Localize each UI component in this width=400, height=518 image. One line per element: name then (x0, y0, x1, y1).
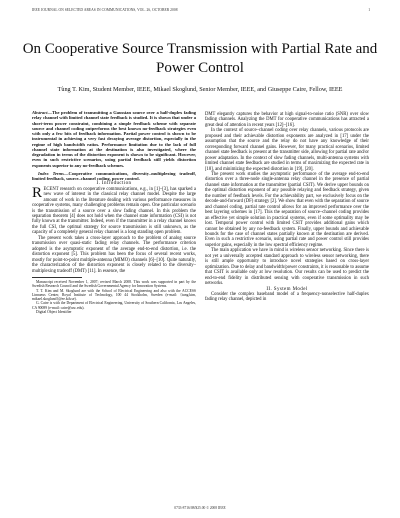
running-head: IEEE JOURNAL ON SELECTED AREAS IN COMMUNICATIONS, VOL. 26, OCTOBER 2008 (32, 8, 178, 12)
drop-cap: R (32, 185, 43, 202)
abstract-text: —The problem of transmitting a Gaussian source over a half-duplex fading relay channel with limited channel state feedback is studied. It is shown that under a short-term power constraint, combining a simple feedback scheme with separate source and channel coding outperforms the best known no-feedback strategies even with only a few bits of feedback information. Partial power control is shown to be instrumental in achieving a very fast decaying average distortion, especially in the regime of high bandwidth ratios. Performance limitation due to the lack of full channel state information at the destination is also investigated, where the degradation in terms of the distortion exponent is shown to be significant. However, even in such restrictive scenarios, using partial feedback still yields distortion exponents superior to any no-feedback schemes. (32, 110, 196, 168)
right-column (205, 112, 369, 303)
right-paragraph-3: The present work studies the asymptotic performance of the average end-to-end distortion over a three-node single-antenna relay channel in the presence of partial channel state information at the transmitter (partial CSIT). We derive upper bounds on the optimal distortion exponent of any possible relaying and feedback strategy, given the number of feedback levels. For the achievability part, we exclusively focus on the decode-and-forward (DF) strategy [2]. We show that even with the separation of source and channel coding, partial rate control allows for an improved performance over the best layering schemes in [17]. This the separation of source–channel coding provides an effective yet simple solution in practical systems, even if some optimality may be lost. Temporal power control with limited CSIT provides additional gains which cannot be obtained by any no-feedback system. Finally, upper bounds and achievable bounds for the case of channel states partially known at the destination are derived. Even in such a restrictive scenario, using partial rate and power control still provides superior gains, especially in the low spectral efficiency regime. (205, 171, 369, 248)
section-heading-system-model: II. System Model (266, 286, 308, 292)
intro-paragraph-1 (32, 187, 196, 236)
footnote-affiliation-kth: T. T. Kim and M. Skoglund are with the School of Electrical Engineering and also with the ACCESS Linnaeus Center, Royal Institute of Technology, 100 44 Stockholm, Sweden (e-mail: {tung.kim, mikael.skoglund}@ee.kth.se). (32, 288, 196, 302)
intro-paragraph-1-text: ECENT research on cooperative communications, e.g., in [1]–[3], has sparked a new wave of interest in the classical relay channel model. Despite the large amount of work in the literature dealing with various performance measures in cooperative systems, many challenging problems remain open. One particular scenario is the transmission of a source over a slow fading channel. In this problem the separation theorem [4] does not hold when the channel state information (CSI) is not fully known at the transmitter. Indeed, even if the transmitter in a relay channel knows the full CSI, the optimal strategy for source transmission is still unknown, as the capacity of a completely general relay channel is a long standing open problem. (32, 186, 196, 236)
section-heading-introduction: I. Introduction (96, 181, 132, 187)
index-terms (32, 171, 196, 182)
right-paragraph-4: The main application we have in mind is wireless sensor networking. Since there is not yet a universally accepted standard approach to wireless sensor networking, there is still ample opportunity to introduce novel strategies based on cross-layer optimization. Due to delay and bandwidth/power constraints, it is reasonable to assume that CSIT is available only at low resolution. Our results can be used to predict the end-to-end fidelity in distributed sensing with cooperative transmission in such networks. (205, 248, 369, 287)
left-column (32, 110, 196, 314)
index-terms-label: Index Terms (38, 170, 64, 176)
right-paragraph-5: Consider the complex baseband model of a frequency-nonselective half-duplex fading relay channel, depicted in (205, 291, 369, 303)
paper-title: On Cooperative Source Transmission with Partial Rate and Power Control (22, 41, 378, 76)
intro-paragraph-2: The present work takes a cross-layer approach to the problem of analog source transmission over quasi-static fading relay channels. The performance criterion adopted is the asymptotic exponent of the average end-to-end distortion, i.e. the distortion exponent [5]. This problem has been the focus of several recent works, mostly for point-to-point multiple-antenna (MIMO) channels [6]–[10]. Quite naturally, the characterization of the distortion exponent is closely related to the diversity–multiplexing tradeoff (DMT) [11]. In essence, the (32, 235, 196, 274)
right-paragraph-1: DMT elegantly captures the behavior at high signal-to-noise ratio (SNR) over slow fading channels. Analyzing the DMT for cooperative communications has attracted a great deal of attention in recent years [12]–[16]. (205, 112, 369, 128)
footnote-rule (32, 277, 82, 278)
right-paragraph-2: In the context of source–channel coding over relay channels, various protocols are proposed and their achievable distortion exponents are analyzed in [17] under the assumption that the source and the relay do not have any knowledge of their corresponding forward channel gains. However, for many practical scenarios, limited channel state feedback is present at the transmitter side, allowing for partial rate and/or power adaptation. In the context of slow fading channels, multi-antenna systems with limited channel state feedback are studied in terms of maximizing the expected rate in [18], and minimizing the expected distortion in [19], [20]. (205, 128, 369, 172)
abstract (32, 110, 196, 168)
page-number: 1 (368, 8, 370, 12)
copyright-line: 0733-8716/08/$25.00 © 2008 IEEE (174, 506, 226, 510)
abstract-label: Abstract (32, 110, 48, 115)
footnote-manuscript: Manuscript received November 1, 2007; revised March 2008. This work was supported in part by the Swedish Research Council and the Swedish Governmental Agency for Innovation Systems. (32, 279, 196, 289)
author-line: Tùng T. Kim, Student Member, IEEE, Mikael Skoglund, Senior Member, IEEE, and Giuseppe Caire, Fellow, IEEE (57, 86, 343, 93)
footnote-doi: Digital Object Identifier (36, 310, 72, 315)
index-terms-text: —Cooperative communications, diversity–multiplexing tradeoff, limited feedback, source–channel coding, power control. (32, 170, 196, 181)
footnote-affiliation-usc: G. Caire is with the Department of Electrical Engineering, University of Southern California, Los Angeles, CA 90089 (e-mail: caire@usc.edu). (32, 301, 196, 310)
